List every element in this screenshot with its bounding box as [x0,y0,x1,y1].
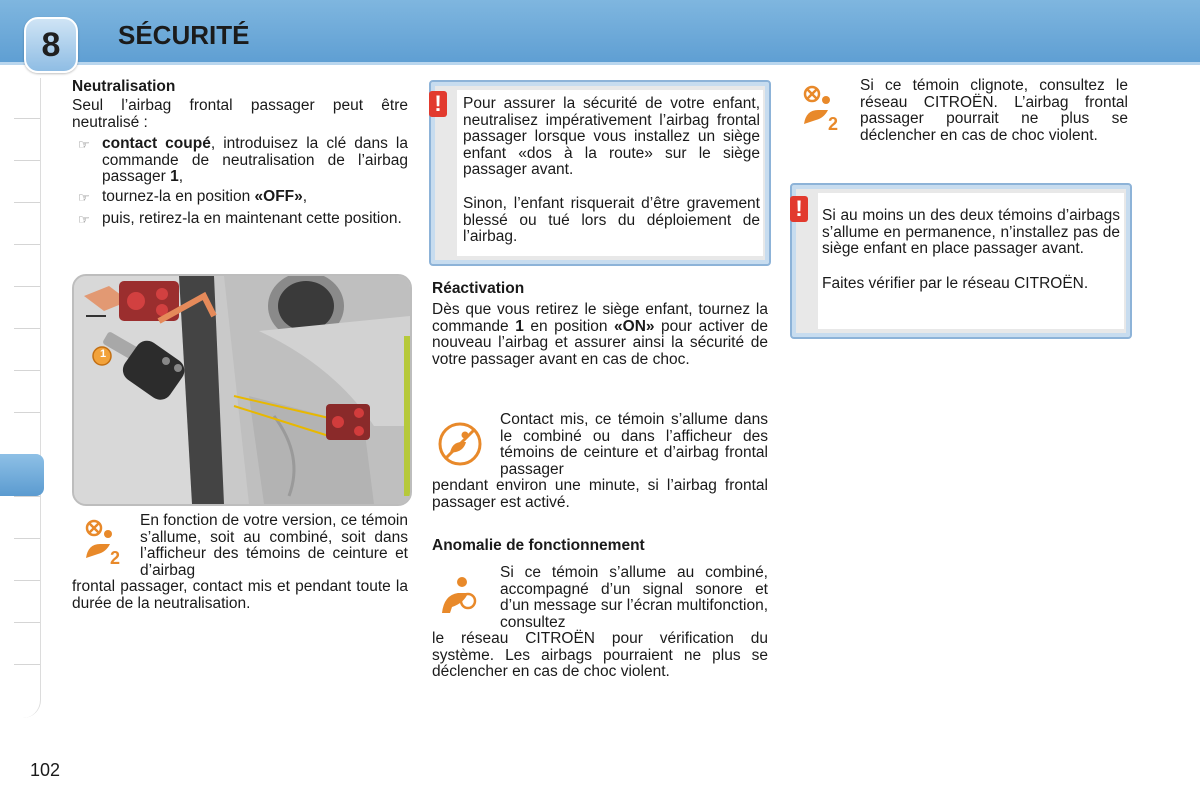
step-1-end: , [178,168,184,185]
warning-exclamation-icon: ! [429,91,447,117]
svg-text:2: 2 [828,114,839,134]
reactivation-text [432,302,768,368]
airbag-on-indicator-icon [436,420,484,468]
photo-callout-1: 1 [99,348,107,360]
reactivation-text-c: pour activer de nouveau l’airbag et assurer ainsi la sécurité de votre passager avant en cas de choc. [432,317,769,368]
step-2-end: , [302,188,308,205]
blink-text: Si ce témoin clignote, consultez le réseau CITROËN. L’airbag frontal passager pourrait ne plus se déclencher en cas de choc violent. [860,77,1128,144]
chapter-number-badge: 8 [24,17,78,73]
side-tab-divider [14,244,40,245]
side-tab-divider [14,496,40,497]
step-1-number: 1 [170,168,179,185]
reactivation-heading: Réactivation [432,280,525,297]
warning2-paragraph-2: Faites vérifier par le réseau CITROËN. [822,275,1089,292]
step-1-bold: contact coupé [102,135,211,152]
warning1-paragraph-2: Sinon, l’enfant risquerait d’être gravement blessé ou tué lors du déploiement de l’airbag. [463,195,760,245]
warning1-paragraph-1: Pour assurer la sécurité de votre enfant, neutralisez impérativement l’airbag frontal passager lorsque vous installez un siège enfant «dos à la route» sur le siège passager avant. [463,95,760,178]
side-tab-divider [14,202,40,203]
airbag-off-blink-icon [794,84,846,134]
step-2-text: tournez-la en position [102,188,255,205]
side-tab-divider [14,580,40,581]
dashboard-drawing [74,276,410,504]
side-tab-active-chapter[interactable] [0,454,44,496]
warning-exclamation-icon: ! [790,196,808,222]
side-tab-divider [14,622,40,623]
side-index-tabs [0,78,44,718]
side-tab-divider [14,538,40,539]
airbag-off-warning-icon [76,518,128,568]
side-tab-divider [14,286,40,287]
page-number: 102 [30,760,61,780]
bullet-hand-icon: ☞ [78,190,90,205]
step-1-text: , introduisez la clé dans la commande de neutralisation de l’airbag passager [102,135,408,185]
airbag-fault-icon [436,573,480,617]
side-tab-divider [14,118,40,119]
side-tab-divider [14,412,40,413]
header-divider [0,62,1200,65]
version-text-a: En fonction de votre version, ce témoin s’allume, soit au combiné, soit dans l’afficheur des témoins de ceinture et d’airbag [140,512,408,579]
step-3: puis, retirez-la en maintenant cette position. [102,210,402,227]
side-tab-divider [14,328,40,329]
reactivation-text-a: Dès que vous retirez le siège enfant, tournez la commande [432,301,768,335]
reactivation-command-number: 1 [515,317,524,335]
step-2-bold: «OFF» [254,188,303,205]
chapter-title: SÉCURITÉ [118,20,250,50]
side-tab-divider [14,160,40,161]
step-1 [102,136,408,186]
step-2 [102,189,408,206]
neutralisation-heading: Neutralisation [72,78,176,95]
anomalie-text-b: le réseau CITROËN pour vérification du système. Les airbags pourraient ne plus se déclencher en cas de choc violent. [432,630,768,680]
bullet-hand-icon: ☞ [78,137,90,152]
warning2-paragraph-1: Si au moins un des deux témoins d’airbags s’allume en permanence, n’installez pas de siège enfant en place passager avant. [822,207,1120,257]
anomalie-text-a: Si ce témoin s’allume au combiné, accompagné d’un signal sonore et d’un message sur l’écran multifonction, consultez [500,564,768,631]
side-tab-divider [14,370,40,371]
anomalie-heading: Anomalie de fonctionnement [432,537,645,554]
neutralisation-intro: Seul l’airbag frontal passager peut être neutralisé : [72,97,408,131]
reactivation-text-b: en position [523,317,615,335]
bullet-hand-icon: ☞ [78,212,90,227]
reactivation-on-position: «ON» [614,317,655,335]
version-text-b: frontal passager, contact mis et pendant toute la durée de la neutralisation. [72,578,408,612]
airbag-switch-illustration [72,274,412,506]
side-tab-divider [14,664,40,665]
contact-text-a: Contact mis, ce témoin s’allume dans le combiné ou dans l’afficheur des témoins de ceinture et d’airbag frontal passager [500,411,768,478]
svg-text:2: 2 [110,548,121,568]
contact-text-b: pendant environ une minute, si l’airbag frontal passager est activé. [432,477,768,511]
